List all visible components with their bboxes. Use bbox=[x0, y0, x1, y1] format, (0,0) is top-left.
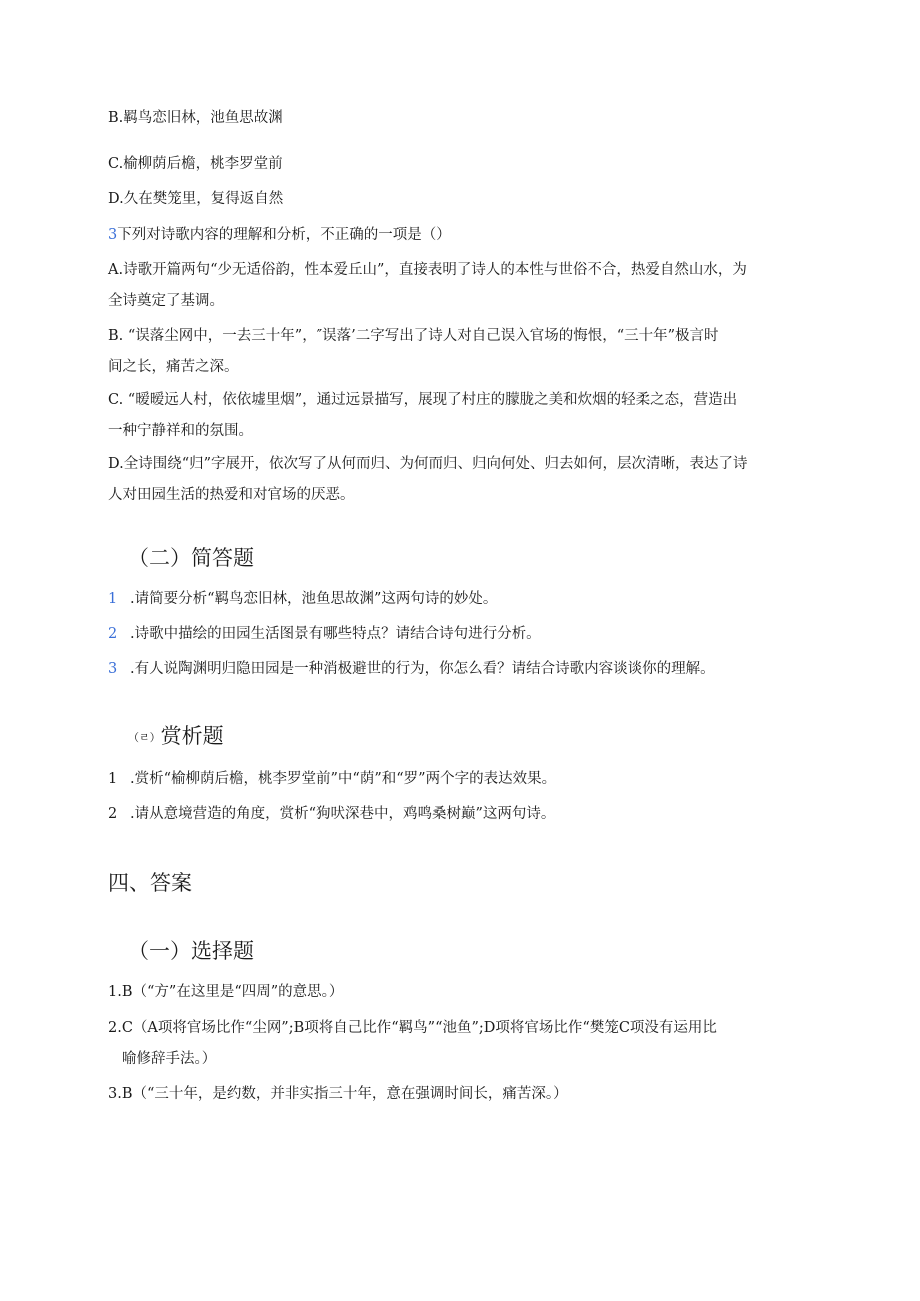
item-number: 2 bbox=[108, 806, 118, 822]
option-b: B.羁鸟恋旧林，池鱼思故渊 bbox=[108, 110, 283, 126]
short-answer-item-2 bbox=[108, 622, 541, 643]
answer-2-line1: 2.C（A项将官场比作“尘网”;B项将自己比作“羁鸟”“池鱼”;D项将官场比作“樊笼C项没有运用比 bbox=[108, 1020, 717, 1036]
short-answer-item-3 bbox=[108, 657, 715, 678]
section-prefix: （ㄹ） bbox=[128, 731, 161, 744]
q3-option-b-line2: 间之长，痛苦之深。 bbox=[108, 359, 239, 375]
answer-1: 1.B（“方”在这里是“四周”的意思。） bbox=[108, 984, 344, 1000]
item-number: 1 bbox=[108, 591, 118, 607]
answers-subtitle-choice: （一）选择题 bbox=[128, 939, 254, 963]
question-3-stem bbox=[108, 223, 451, 244]
answer-3: 3.B（“三十年，是约数，并非实指三十年，意在强调时间长，痛苦深。） bbox=[108, 1086, 568, 1102]
item-number: 3 bbox=[108, 661, 118, 677]
question-number: 3 bbox=[108, 227, 118, 243]
item-text: .赏析“榆柳荫后檐，桃李罗堂前”中“荫”和“罗”两个字的表达效果。 bbox=[130, 771, 557, 787]
question-text: 下列对诗歌内容的理解和分析，不正确的一项是（） bbox=[117, 227, 451, 243]
q3-option-d-line2: 人对田园生活的热爱和对官场的厌恶。 bbox=[108, 487, 355, 503]
option-c: C.榆柳荫后檐，桃李罗堂前 bbox=[108, 156, 283, 172]
item-text: .有人说陶渊明归隐田园是一种消极避世的行为，你怎么看？请结合诗歌内容谈谈你的理解。 bbox=[130, 661, 715, 677]
q3-option-d-line1: D.全诗围绕“归”字展开，依次写了从何而归、为何而归、归向何处、归去如何，层次清晰，表达了诗 bbox=[108, 456, 748, 472]
appreciation-item-2 bbox=[108, 802, 555, 823]
q3-option-c-line1: C. “暧暧远人村，依依墟里烟”，通过远景描写，展现了村庄的朦胧之美和炊烟的轻柔之态，营造出 bbox=[108, 392, 738, 408]
q3-option-b-line1: B. “误落尘网中，一去三十年”，″误落’二字写出了诗人对自己误入官场的悔恨，“三十年”极言时 bbox=[108, 328, 719, 344]
short-answer-item-1 bbox=[108, 587, 497, 608]
answer-2-line2: 喻修辞手法。） bbox=[122, 1051, 217, 1067]
answers-title: 四、答案 bbox=[108, 871, 192, 895]
item-text: .请简要分析“羁鸟恋旧林，池鱼思故渊”这两句诗的妙处。 bbox=[130, 591, 498, 607]
option-d: D.久在樊笼里，复得返自然 bbox=[108, 191, 284, 207]
appreciation-item-1 bbox=[108, 767, 556, 788]
section-title-appreciation: （ㄹ）赏析题 bbox=[128, 724, 224, 748]
q3-option-a-line2: 全诗奠定了基调。 bbox=[108, 293, 224, 309]
q3-option-a-line1: A.诗歌开篇两句“少无适俗韵，性本爱丘山”，直接表明了诗人的本性与世俗不合，热爱自然山水，为 bbox=[108, 262, 747, 278]
q3-option-c-line2: 一种宁静祥和的氛围。 bbox=[108, 423, 253, 439]
item-text: .诗歌中描绘的田园生活图景有哪些特点？请结合诗句进行分析。 bbox=[130, 626, 541, 642]
section-title-short-answer: （二）简答题 bbox=[128, 546, 254, 570]
item-number: 1 bbox=[108, 771, 118, 787]
item-number: 2 bbox=[108, 626, 118, 642]
item-text: .请从意境营造的角度，赏析“狗吠深巷中，鸡鸣桑树巅”这两句诗。 bbox=[130, 806, 556, 822]
